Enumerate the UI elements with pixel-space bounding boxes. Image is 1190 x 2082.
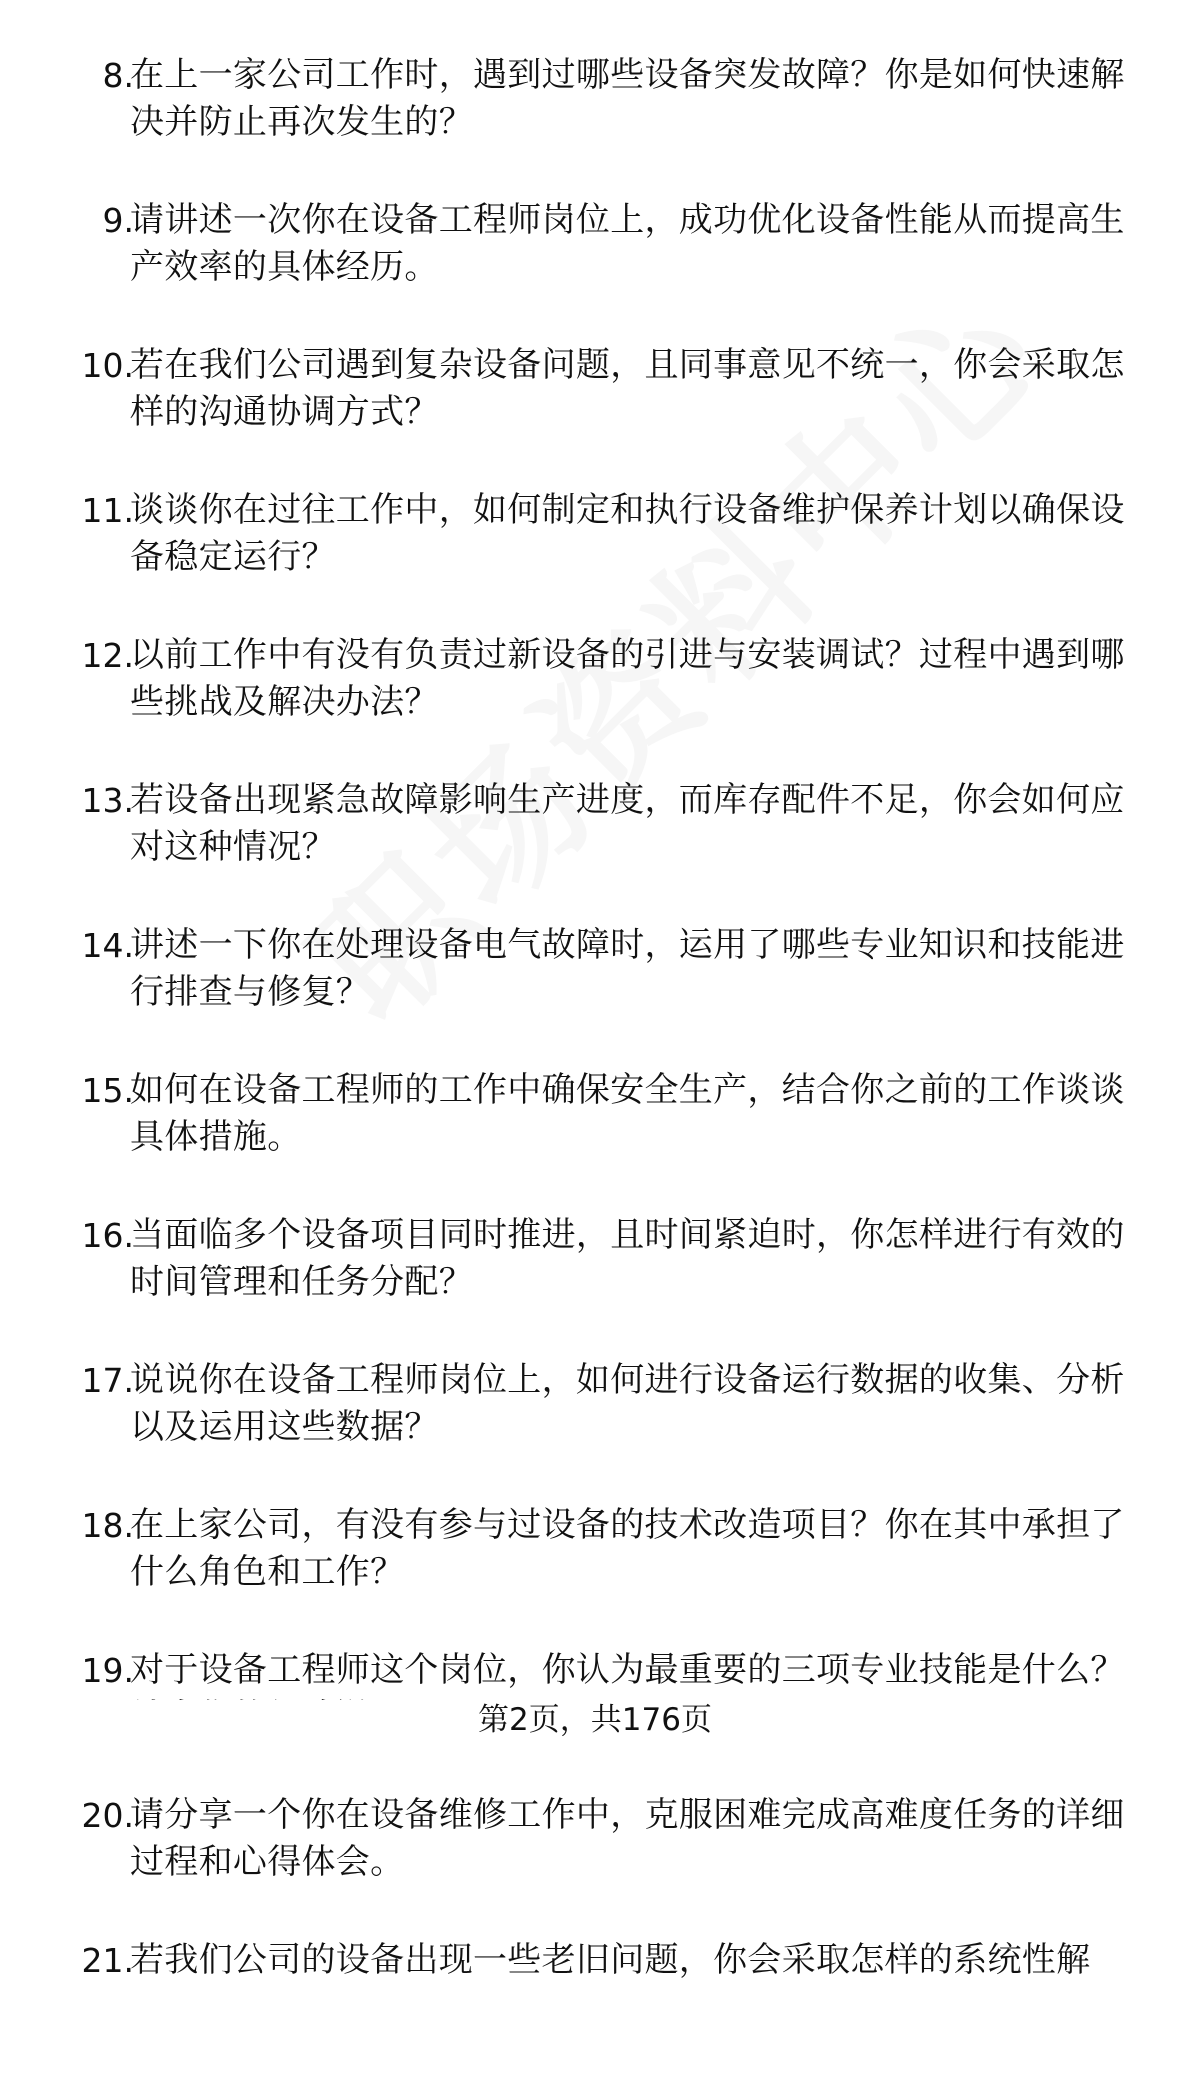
question-item (0, 1212, 1190, 1306)
question-number: 16. (81, 1216, 134, 1255)
question-item (0, 1502, 1190, 1596)
question-number: 9. (102, 201, 134, 240)
page-number-footer: 第2页，共176页 (0, 1700, 1190, 1740)
question-number: 14. (81, 926, 134, 965)
question-text: 谈谈你在过往工作中，如何制定和执行设备维护保养计划以确保设备稳定运行？ (130, 490, 1125, 577)
question-text: 若我们公司的设备出现一些老旧问题，你会采取怎样的系统性解 (130, 1940, 1091, 1980)
question-text: 以前工作中有没有负责过新设备的引进与安装调试？过程中遇到哪些挑战及解决办法？ (130, 635, 1125, 722)
question-number: 15. (81, 1071, 134, 1110)
question-item (0, 1067, 1190, 1161)
question-list (0, 52, 1190, 2082)
question-text: 在上一家公司工作时，遇到过哪些设备突发故障？你是如何快速解决并防止再次发生的？ (130, 55, 1125, 142)
question-number: 12. (81, 636, 134, 675)
question-number: 11. (81, 491, 134, 530)
question-number: 21. (81, 1941, 134, 1980)
question-item (0, 1792, 1190, 1886)
question-text: 当面临多个设备项目同时推进，且时间紧迫时，你怎样进行有效的时间管理和任务分配？ (130, 1215, 1125, 1302)
question-item (0, 342, 1190, 436)
question-text: 请分享一个你在设备维修工作中，克服困难完成高难度任务的详细过程和心得体会。 (130, 1795, 1125, 1882)
question-item (0, 777, 1190, 871)
question-number: 13. (81, 781, 134, 820)
question-number: 10. (81, 346, 134, 385)
question-text: 请讲述一次你在设备工程师岗位上，成功优化设备性能从而提高生产效率的具体经历。 (130, 200, 1125, 287)
question-text: 在上家公司，有没有参与过设备的技术改造项目？你在其中承担了什么角色和工作？ (130, 1505, 1125, 1592)
question-item (0, 1357, 1190, 1451)
question-number: 8. (102, 56, 134, 95)
question-text: 若在我们公司遇到复杂设备问题，且同事意见不统一，你会采取怎样的沟通协调方式？ (130, 345, 1125, 432)
question-text: 对于设备工程师这个岗位，你认为最重要的三项专业技能是什么？ (130, 1650, 1125, 1690)
question-item (0, 922, 1190, 1016)
question-number: 17. (81, 1361, 134, 1400)
question-text: 说说你在设备工程师岗位上，如何进行设备运行数据的收集、分析以及运用这些数据？ (130, 1360, 1125, 1447)
question-number: 18. (81, 1506, 134, 1545)
question-item (0, 487, 1190, 581)
question-item (0, 197, 1190, 291)
question-item (0, 1937, 1190, 2031)
question-number: 19. (81, 1651, 134, 1690)
question-text: 讲述一下你在处理设备电气故障时，运用了哪些专业知识和技能进行排查与修复？ (130, 925, 1125, 1012)
question-number: 20. (81, 1796, 134, 1835)
question-item (0, 632, 1190, 726)
question-text: 如何在设备工程师的工作中确保安全生产，结合你之前的工作谈谈具体措施。 (130, 1070, 1125, 1157)
question-text: 若设备出现紧急故障影响生产进度，而库存配件不足，你会如何应对这种情况？ (130, 780, 1125, 867)
question-item (0, 52, 1190, 146)
